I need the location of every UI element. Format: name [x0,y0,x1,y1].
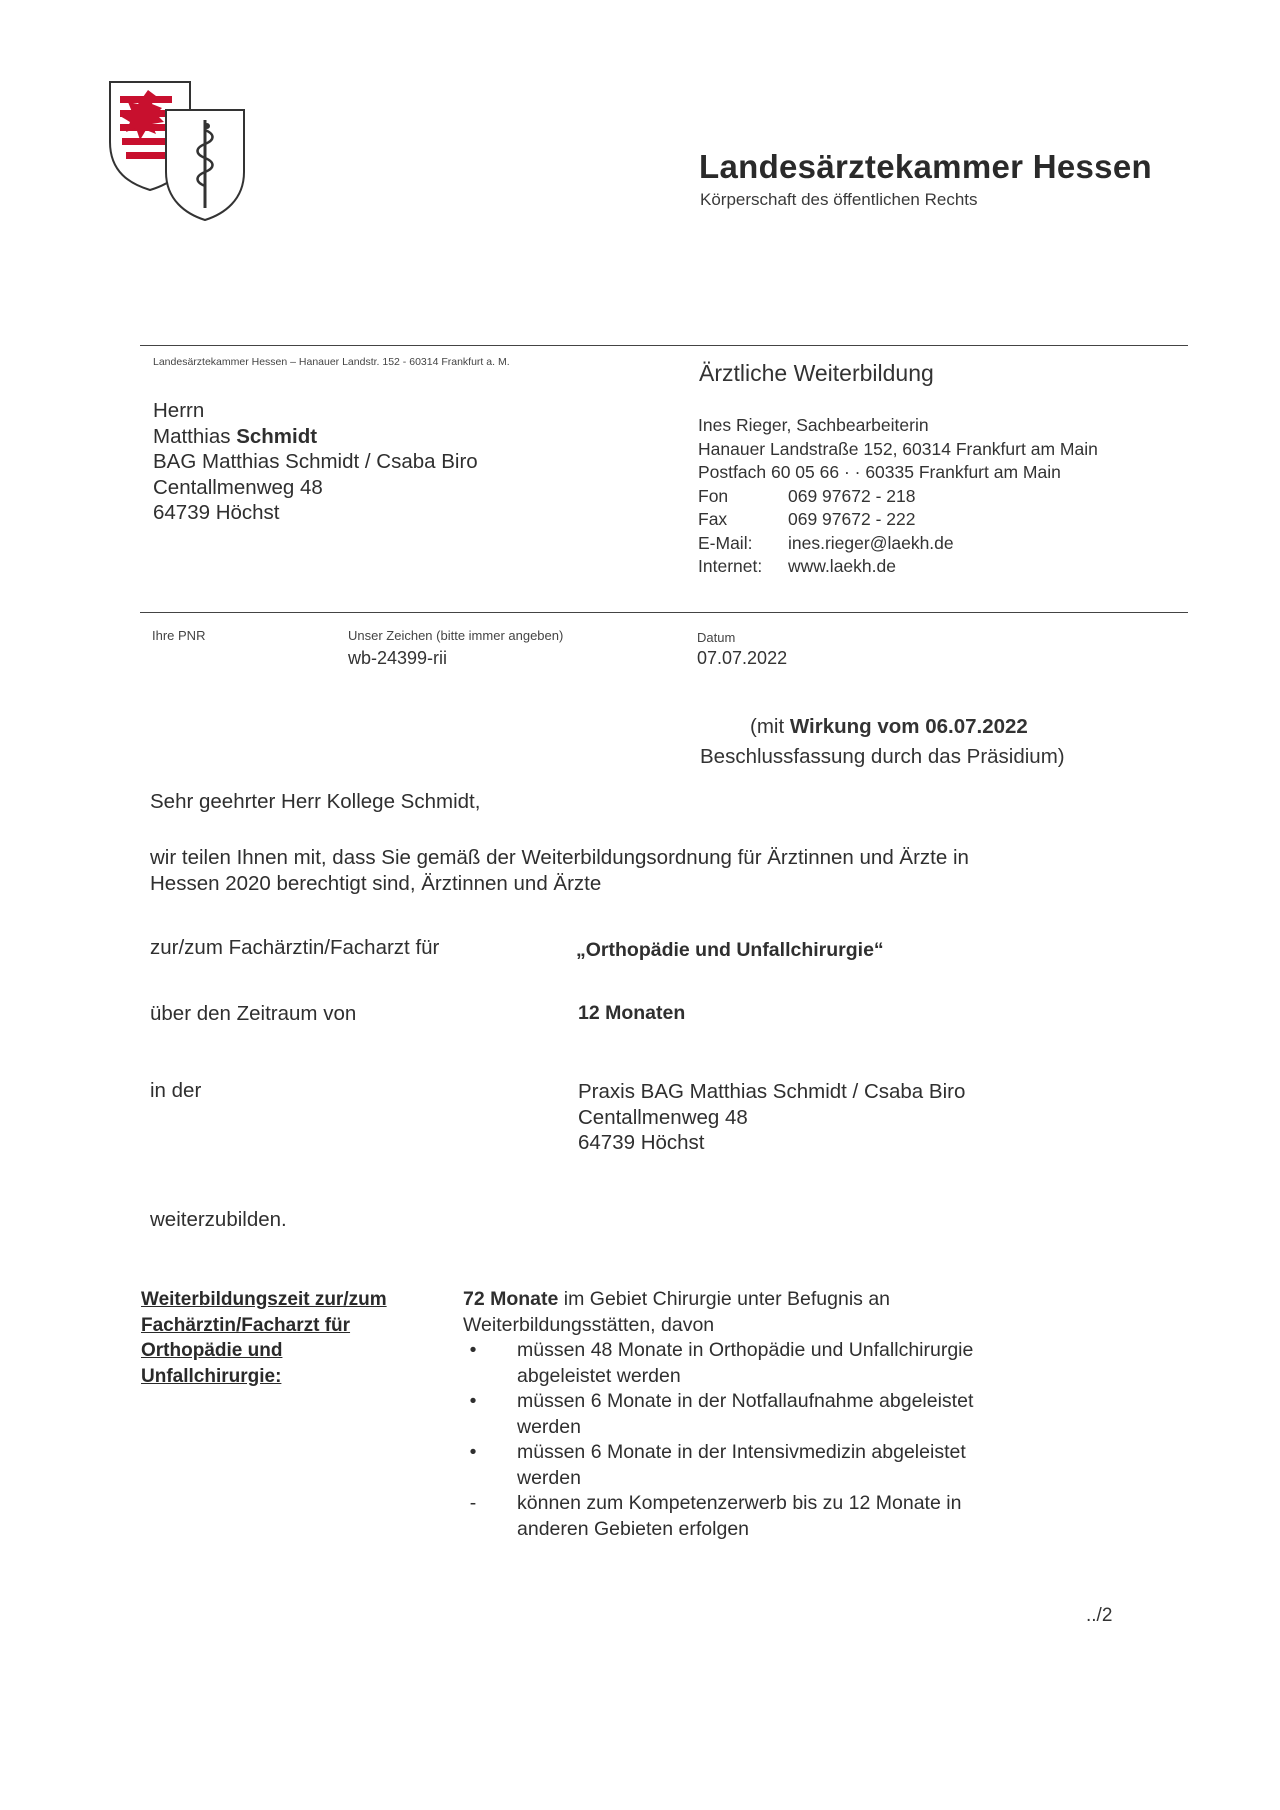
place-address [578,1079,965,1156]
department-postbox: Postfach 60 05 66 · · 60335 Frankfurt am Main [698,462,1061,482]
place-label: in der [150,1079,202,1102]
reference-sign-label: Unser Zeichen (bitte immer angeben) [348,628,564,643]
heading-line: Unfallchirurgie: [141,1365,282,1387]
place-line-2: Centallmenweg 48 [578,1105,748,1129]
training-lead-line-2: Weiterbildungsstätten, davon [463,1313,715,1336]
field-label: zur/zum Fachärztin/Facharzt für [150,936,440,959]
list-item [463,1389,1113,1440]
heading-line: Fachärztin/Facharzt für [141,1314,351,1336]
list-item [463,1440,1113,1491]
recipient-first-name: Matthias [153,424,231,448]
contact-label: Internet: [698,556,763,576]
field-value: „Orthopädie und Unfallchirurgie“ [576,939,884,961]
department-address: Hanauer Landstraße 152, 60314 Frankfurt am Main [698,438,1098,459]
organization-subtitle: Körperschaft des öffentlichen Rechts [700,190,978,209]
intro-line-1: wir teilen Ihnen mit, dass Sie gemäß der Weiterbildungsordnung für Ärztinnen und Ärzte in [150,846,969,869]
intro-paragraph [150,845,969,896]
item-line-2: anderen Gebieten erfolgen [517,1517,750,1540]
header-divider [140,345,1188,346]
effect-line-1 [700,712,1065,742]
period-label: über den Zeitraum von [150,1002,357,1025]
place-line-3: 64739 Höchst [578,1131,705,1154]
recipient-last-name: Schmidt [236,424,318,448]
item-line-2: werden [517,1466,581,1489]
item-line-2: abgeleistet werden [517,1364,681,1387]
recipient-street: Centallmenweg 48 [153,475,323,499]
heading-line: Orthopädie und [141,1340,283,1361]
contact-value: 069 97672 - 218 [788,485,916,506]
period-value: 12 Monaten [578,1002,686,1024]
list-item [463,1338,1113,1389]
reference-sign-value: wb-24399-rii [348,648,448,668]
contact-email [698,532,1098,556]
aesculapian-staff-shield-icon [166,110,244,220]
chamber-logo [108,80,258,225]
contact-label: Fax [698,509,728,529]
page-continuation-marker: ../2 [1086,1605,1113,1626]
closing-text: weiterzubilden. [150,1208,287,1231]
recipient-city: 64739 Höchst [153,501,280,524]
contact-fax [698,508,1098,532]
contact-internet [698,555,1098,579]
effect-date: Wirkung vom 06.07.2022 [789,715,1028,738]
recipient-name [153,424,478,450]
item-line-2: werden [517,1415,581,1438]
greeting: Sehr geehrter Herr Kollege Schmidt, [150,790,481,813]
effect-line-2: Beschlussfassung durch das Präsidium) [700,745,1065,768]
contact-phone [698,485,1098,509]
list-item [463,1491,1113,1542]
contact-email-link[interactable]: ines.rieger@laekh.de [788,532,954,553]
intro-line-2: Hessen 2020 berechtigt sind, Ärztinnen und Ärzte [150,871,602,895]
training-lead-rest: im Gebiet Chirurgie unter Befugnis an [558,1288,891,1310]
contact-label: E-Mail: [698,532,753,553]
organization-name: Landesärztekammer Hessen [699,148,1152,185]
contact-label: Fon [698,485,729,506]
dash-marker: - [469,1492,477,1514]
item-line-1: können zum Kompetenzerwerb bis zu 12 Monate in [517,1492,962,1514]
heading-line: Weiterbildungszeit zur/zum [141,1289,387,1310]
training-requirements [463,1287,1113,1542]
training-period-heading [141,1287,387,1389]
effect-prefix: (mit [750,715,790,738]
training-total-months: 72 Monate [463,1288,559,1310]
department-contact-block [698,414,1098,579]
training-requirement-list [463,1338,1113,1542]
reference-divider [140,612,1188,613]
bullet-marker: • [469,1339,477,1361]
contact-value: 069 97672 - 222 [788,509,916,529]
recipient-address [153,398,478,526]
sender-return-address: Landesärztekammer Hessen – Hanauer Landstr. 152 - 60314 Frankfurt a. M. [153,356,510,368]
effect-note [700,712,1065,772]
recipient-salutation: Herrn [153,399,205,422]
contact-person: Ines Rieger, Sachbearbeiterin [698,415,929,435]
recipient-practice: BAG Matthias Schmidt / Csaba Biro [153,450,478,473]
bullet-marker: • [469,1390,477,1412]
date-label: Datum [697,630,736,645]
date-value: 07.07.2022 [697,648,788,668]
contact-website-link[interactable]: www.laekh.de [788,556,896,576]
department-name: Ärztliche Weiterbildung [699,360,934,386]
item-line-1: müssen 6 Monate in der Notfallaufnahme abgeleistet [517,1390,974,1412]
item-line-1: müssen 6 Monate in der Intensivmedizin abgeleistet [517,1441,966,1463]
bullet-marker: • [469,1441,477,1463]
training-lead [463,1287,1113,1313]
place-line-1: Praxis BAG Matthias Schmidt / Csaba Biro [578,1080,966,1103]
pnr-label: Ihre PNR [152,628,206,643]
item-line-1: müssen 48 Monate in Orthopädie und Unfallchirurgie [517,1339,974,1361]
